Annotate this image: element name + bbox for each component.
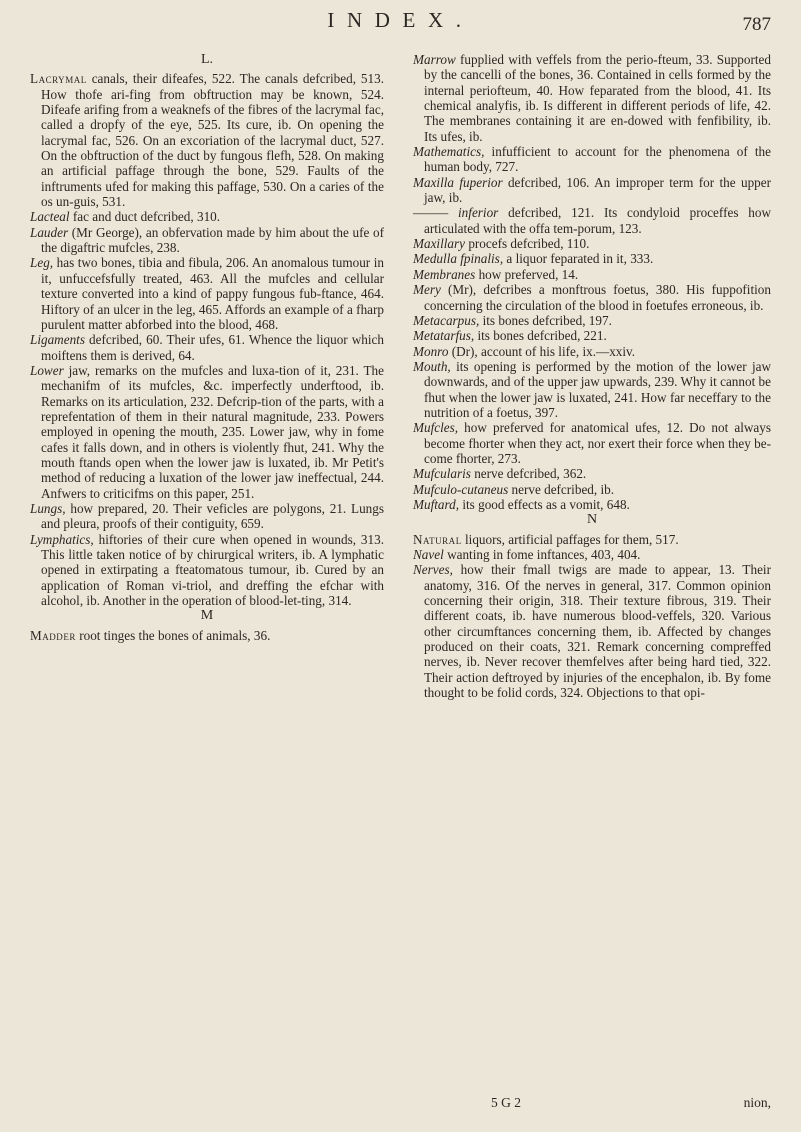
index-entry bbox=[30, 209, 384, 224]
index-entry bbox=[413, 547, 771, 562]
index-entry bbox=[413, 497, 771, 512]
entry-text: a liquor feparated in it, 333. bbox=[503, 251, 654, 267]
entry-text: wanting in fome inftances, 403, 404. bbox=[443, 547, 641, 562]
entry-headword: Lungs, bbox=[30, 500, 66, 516]
index-entry bbox=[413, 251, 771, 266]
section-letter: L. bbox=[200, 52, 214, 67]
index-entry bbox=[30, 225, 384, 256]
index-entry bbox=[413, 313, 771, 328]
index-entry bbox=[413, 466, 771, 481]
section-letter: M bbox=[200, 608, 214, 624]
entry-headword: Mouth, bbox=[413, 358, 451, 374]
entry-headword: Natural bbox=[413, 531, 462, 547]
index-entry bbox=[413, 282, 771, 313]
page-header bbox=[0, 8, 801, 38]
entry-text: how prepared, 20. Their veficles are polygons, 21. Lungs and pleura, proofs of their contiguity, 659. bbox=[41, 500, 384, 532]
entry-headword: Muftard, bbox=[413, 496, 460, 512]
entry-headword: Lacteal bbox=[30, 209, 70, 225]
index-entry bbox=[413, 420, 771, 466]
signature-mark: 5 G 2 bbox=[491, 1095, 521, 1110]
entry-text: its opening is performed by the motion of the lower jaw downwards, and of the upper jaw upwards, 239. Why it cannot be fhut when the lower jaw is luxated, 241. How far neceffary to the nutrition of a foetus, 397. bbox=[424, 358, 771, 420]
index-entry bbox=[413, 562, 771, 700]
left-column bbox=[30, 52, 384, 643]
index-entry bbox=[413, 236, 771, 251]
entry-text: fupplied with veffels from the perio-fteum, 33. Supported by the cancelli of the bones, 36. Contained in cells formed by the internal periofteum, 40. How feparated from the blood, 41. Its chemical analyfis, ib. Is different in different periods of life, 42. The membranes containing it are en-dowed with fenfibility, ib. Its ufes, ib. bbox=[424, 52, 771, 144]
entry-text: how preferved for anatomical ufes, 12. Do not always become fhorter when they act, nor exert their force when they be-come fhorter, 273. bbox=[424, 420, 771, 466]
index-entry bbox=[30, 71, 384, 209]
entry-text: (Mr), defcribes a monftrous foetus, 380. His fuppofition concerning the circulation of the blood in foetufes erroneous, ib. bbox=[424, 282, 771, 313]
entry-headword: Monro bbox=[413, 343, 449, 359]
entry-text: has two bones, tibia and fibula, 206. An anomalous tumour in it, unfuccefsfully treated, 463. All the mufcles and cellular texture converted into a kind of pappy fungous fub-ftance, 464. Hiftory of an ulcer in the leg, 465. Affords an example of a fharp purulent matter abforbed into the blood, 468. bbox=[41, 255, 384, 332]
entry-headword: Navel bbox=[413, 547, 444, 562]
running-title: INDEX. bbox=[327, 8, 474, 32]
index-entry bbox=[413, 344, 771, 359]
entry-text: nerve defcribed, ib. bbox=[508, 481, 615, 497]
entry-text: hiftories of their cure when opened in wounds, 313. This little taken notice of by chirurgical writers, ib. A lymphatic opened in extirpating a fteatomatous tumour, ib. Cured by an application of Roman vi-triol, and dreffing the efchar with alcohol, ib. Another in the operation of blood-let-ting, 314. bbox=[41, 531, 384, 609]
entry-text: (Mr George), an obfervation made by him about the ufe of the digaftric mufcles, 238. bbox=[41, 224, 384, 256]
entry-headword: Metacarpus, bbox=[413, 312, 480, 328]
right-column bbox=[413, 52, 771, 700]
entry-text: infufficient to account for the phenomena of the human body, 727. bbox=[424, 144, 771, 175]
entry-headword: Leg, bbox=[30, 255, 54, 271]
index-entry bbox=[30, 332, 384, 363]
entry-headword: Lauder bbox=[30, 224, 69, 240]
entry-headword: Lacrymal bbox=[30, 71, 87, 87]
entry-headword: Madder bbox=[30, 627, 76, 643]
page-number: 787 bbox=[742, 14, 771, 35]
index-entry bbox=[30, 363, 384, 501]
entry-text: nerve defcribed, 362. bbox=[470, 466, 587, 482]
entry-text: how their fmall twigs are made to appear, 13. Their anatomy, 316. Of the nerves in general, 317. Common opinion concerning their origin, 318. Their texture fibrous, 319. Their different coats, ib. have numerous blood-veffels, 320. Various other circumftances concerning them, ib. Affected by changes produced on their coats, 321. Remark concerning compreffed nerves, ib. Never recover themfelves after being hard tied, 322. Their action deftroyed by injuries of the encephalon, ib. By fome thought to be folid cords, 324. Objections to that opi- bbox=[424, 562, 771, 701]
entry-text: its bones defcribed, 197. bbox=[479, 312, 612, 328]
entry-text: its bones defcribed, 221. bbox=[474, 328, 607, 344]
entry-headword: Lymphatics, bbox=[30, 531, 94, 547]
entry-text: defcribed, 106. An improper term for the upper jaw, ib. bbox=[424, 174, 772, 206]
entry-headword: Membranes bbox=[413, 266, 476, 282]
entry-headword: Maxilla fuperior bbox=[413, 174, 503, 190]
entry-text: its good effects as a vomit, 648. bbox=[459, 496, 630, 512]
entry-headword: Mathematics, bbox=[413, 144, 485, 160]
entry-text: (Dr), account of his life, ix.—xxiv. bbox=[448, 343, 636, 359]
index-entry bbox=[413, 144, 771, 175]
index-entry bbox=[413, 328, 771, 343]
index-entry bbox=[413, 175, 771, 206]
index-entry bbox=[413, 52, 771, 144]
index-entry bbox=[30, 501, 384, 532]
index-entry bbox=[30, 532, 384, 609]
entry-text: jaw, remarks on the mufcles and luxa-tion of it, 231. The mechanifm of its mufcles, &c. imperfectly underftood, ib. Remarks on its articulation, 232. Defcrip-tion of the parts, with a reprefentation of them in their natural magnitude, 233. Powers employed in opening the mouth, 235. Lower jaw, why in fome cafes it falls down, and in others is violently fhut, 241. Why the mouth ftands open when the lower jaw is luxated, ib. Mr Petit's method of reducing a luxation of the lower jaw ineffectual, 244. Anfwers to criticifms on this paper, 251. bbox=[41, 362, 384, 501]
entry-headword: Marrow bbox=[413, 52, 456, 67]
entry-headword: Nerves, bbox=[413, 562, 453, 578]
entry-headword: Mufculo-cutaneus bbox=[413, 481, 509, 497]
index-entry bbox=[413, 267, 771, 282]
index-entry bbox=[413, 482, 771, 497]
entry-text: fac and duct defcribed, 310. bbox=[69, 209, 221, 225]
entry-headword: Mufcularis bbox=[413, 466, 471, 482]
entry-text: canals, their difeafes, 522. The canals defcribed, 513. How thofe ari-fing from obftruction may be known, 524. Difeafe arifing from a weaknefs of the fibres of the lacrymal fac, called a dropfy of the eye, 525. Its cure, ib. On opening the lacrymal fac, 526. On an excoriation of the lacrymal duct, 527. On the obftruction of the duct by fungous flefh, 528. On making an artificial paffage through the bone, 529. Faults of the inftruments ufed for making this paffage, 530. On a caries of the os un-guis, 531. bbox=[41, 71, 384, 210]
entry-headword: Metatarfus, bbox=[413, 328, 475, 344]
entry-headword: ——— inferior bbox=[413, 205, 499, 221]
entry-text: root tinges the bones of animals, 36. bbox=[75, 627, 271, 643]
index-entry bbox=[30, 255, 384, 332]
section-letter: N bbox=[586, 512, 598, 528]
entry-text: defcribed, 121. Its condyloid proceffes how articulated with the offa tem-porum, 123. bbox=[424, 205, 771, 236]
entry-headword: Maxillary bbox=[413, 236, 466, 252]
entry-headword: Mufcles, bbox=[413, 420, 459, 436]
entry-headword: Lower bbox=[30, 362, 64, 378]
index-entry bbox=[30, 628, 384, 643]
entry-text: defcribed, 60. Their ufes, 61. Whence the liquor which moiftens them is derived, 64. bbox=[41, 332, 384, 363]
entry-headword: Mery bbox=[413, 282, 441, 298]
entry-headword: Ligaments bbox=[30, 332, 85, 348]
index-entry bbox=[413, 359, 771, 420]
entry-text: procefs defcribed, 110. bbox=[465, 236, 590, 252]
entry-headword: Medulla fpinalis, bbox=[413, 251, 504, 267]
entry-text: liquors, artificial paffages for them, 517. bbox=[461, 531, 679, 547]
index-entry bbox=[413, 532, 771, 547]
index-entry bbox=[413, 205, 771, 236]
entry-text: how preferved, 14. bbox=[475, 266, 579, 282]
catchword: nion, bbox=[743, 1095, 771, 1110]
